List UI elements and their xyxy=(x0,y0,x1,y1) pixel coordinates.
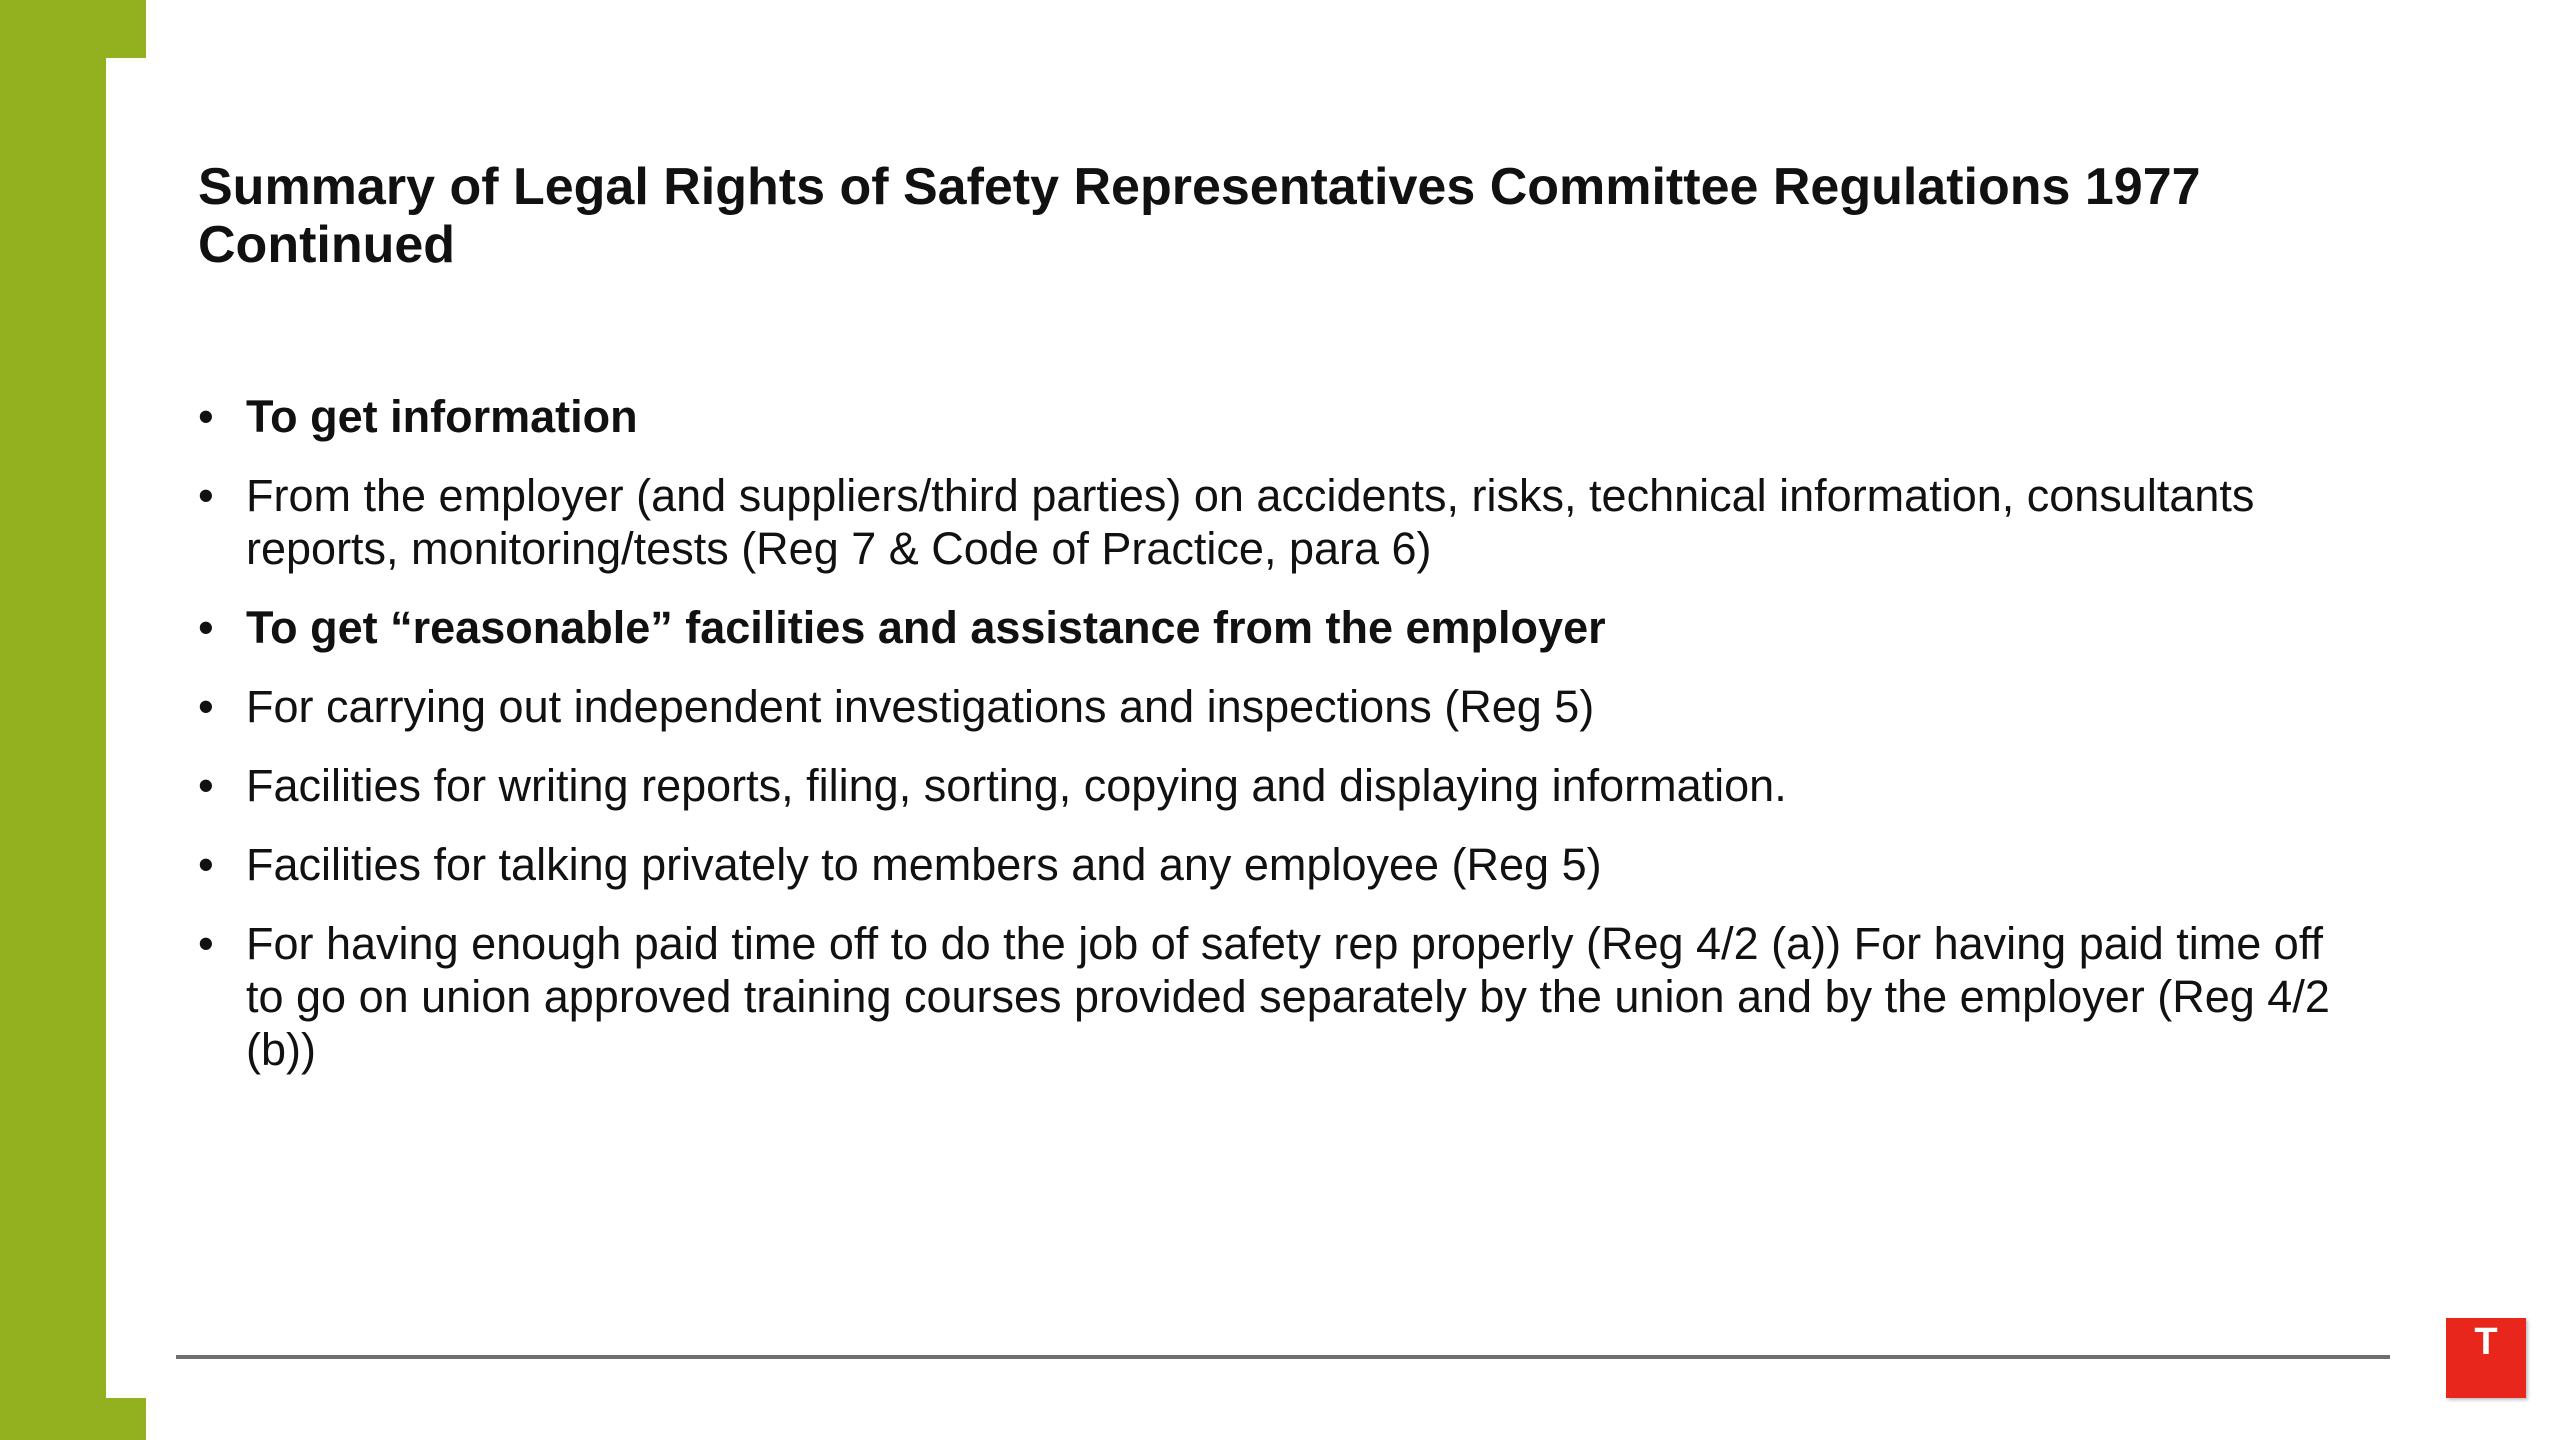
bullet-dot: • xyxy=(198,839,214,890)
bullet-item xyxy=(196,390,2366,443)
footer-divider xyxy=(176,1355,2390,1359)
bullet-dot: • xyxy=(198,681,214,732)
slide-title-line1: Summary of Legal Rights of Safety Representatives Committee Regulations 1977 xyxy=(198,158,2201,216)
bullet-item xyxy=(196,680,2366,733)
sidebar-accent-top xyxy=(0,0,146,58)
bullet-text: From the employer (and suppliers/third parties) on accidents, risks, technical information, consultants reports, monitoring/tests (Reg 7 & Code of Practice, para 6) xyxy=(246,470,2255,574)
bullet-dot: • xyxy=(198,470,214,521)
bullet-dot: • xyxy=(198,602,214,653)
slide-title-line2: Continued xyxy=(198,216,456,274)
sidebar-accent-bottom xyxy=(0,1398,146,1440)
bullet-dot: • xyxy=(198,760,214,811)
bullet-text: For carrying out independent investigations and inspections (Reg 5) xyxy=(246,681,1595,732)
bullet-text: For having enough paid time off to do the job of safety rep properly (Reg 4/2 (a)) For having paid time off to go on union approved training courses provided separately by the union and by the employer (Reg 4/2 (b)) xyxy=(246,918,2330,1075)
sidebar-accent xyxy=(0,58,106,1398)
bullet-item xyxy=(196,469,2366,575)
bullet-item xyxy=(196,759,2366,812)
slide-title xyxy=(198,158,2398,274)
bullet-text: Facilities for writing reports, filing, sorting, copying and displaying information. xyxy=(246,760,1787,811)
bullet-text: Facilities for talking privately to members and any employee (Reg 5) xyxy=(246,839,1602,890)
brand-logo-icon: T xyxy=(2446,1318,2526,1398)
bullet-text: To get information xyxy=(246,391,638,442)
bullet-list xyxy=(196,390,2366,1102)
bullet-item xyxy=(196,917,2366,1076)
bullet-item xyxy=(196,601,2366,654)
bullet-text: To get “reasonable” facilities and assistance from the employer xyxy=(246,602,1606,653)
bullet-item xyxy=(196,838,2366,891)
bullet-dot: • xyxy=(198,918,214,969)
bullet-dot: • xyxy=(198,391,214,442)
